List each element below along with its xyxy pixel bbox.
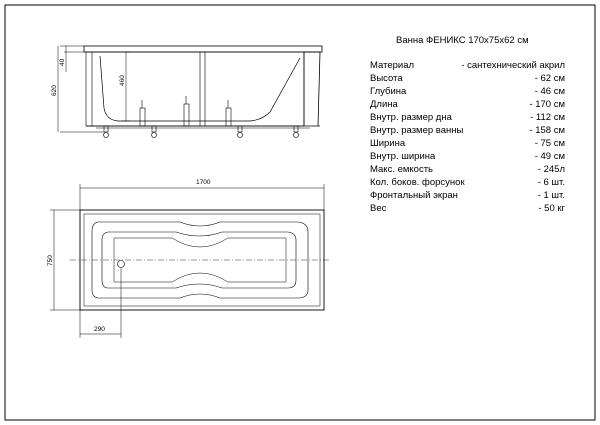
dim-width: 750: [47, 255, 54, 266]
spec-row: [0, 203, 565, 216]
spec-label: Кол. боков. форсунок: [370, 177, 465, 188]
spec-value: - 245л: [537, 164, 565, 175]
drain-icon: [118, 261, 125, 268]
spec-row: [0, 86, 565, 99]
spec-value: - 112 см: [530, 112, 565, 123]
spec-label: Глубина: [370, 86, 407, 97]
spec-label: Длина: [370, 99, 398, 110]
spec-value: - 50 кг: [538, 203, 565, 214]
spec-value: - 1 шт.: [537, 190, 565, 201]
spec-label: Высота: [370, 73, 403, 84]
dim-length: 1700: [196, 179, 211, 186]
spec-row: [0, 177, 565, 190]
spec-value: - сантехнический акрил: [461, 60, 565, 71]
product-title: Ванна ФЕНИКС 170х75х62 см: [396, 35, 529, 46]
spec-value: - 46 см: [534, 86, 565, 97]
spec-row: [0, 138, 565, 151]
spec-label: Внутр. размер дна: [370, 112, 452, 123]
spec-label: Макс. емкость: [370, 164, 434, 175]
top-view: [70, 210, 330, 310]
dim-drain-offset: 290: [94, 326, 105, 333]
spec-row: [0, 60, 565, 73]
spec-label: Фронтальный экран: [370, 190, 458, 201]
spec-label: Внутр. размер ванны: [370, 125, 464, 136]
spec-row: [0, 151, 565, 164]
spec-label: Ширина: [370, 138, 406, 149]
spec-label: Вес: [370, 203, 387, 214]
spec-value: - 62 см: [534, 73, 565, 84]
spec-row: [0, 125, 565, 138]
spec-row: [0, 73, 565, 86]
spec-value: - 49 см: [534, 151, 565, 162]
spec-label: Материал: [370, 60, 415, 71]
spec-value: - 75 см: [534, 138, 565, 149]
dim-height-total: 620: [51, 85, 58, 96]
spec-row: [0, 190, 565, 203]
dim-panel-height: 40: [59, 58, 66, 66]
spec-row: [0, 99, 565, 112]
spec-value: - 158 см: [529, 125, 565, 136]
spec-label: Внутр. ширина: [370, 151, 436, 162]
spec-value: - 6 шт.: [537, 177, 565, 188]
spec-value: - 170 см: [529, 99, 565, 110]
spec-row: [0, 164, 565, 177]
dim-inner-depth: 460: [119, 75, 126, 86]
side-rim: [84, 46, 322, 52]
spec-row: [0, 112, 565, 125]
